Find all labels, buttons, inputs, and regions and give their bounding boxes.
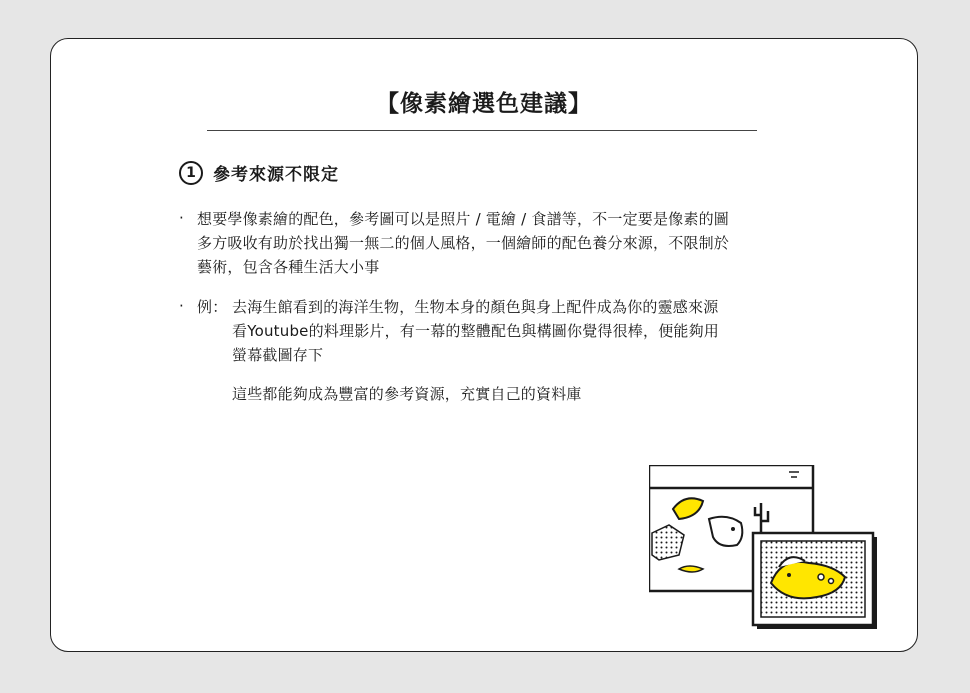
browser-window-and-photo-frame-illustration bbox=[649, 465, 879, 629]
content-card bbox=[50, 38, 918, 652]
section-title: 參考來源不限定 bbox=[213, 165, 339, 185]
point1-line-1: 想要學像素繪的配色，參考圖可以是照片 / 電繪 / 食譜等，不一定要是像素的圖 bbox=[197, 210, 729, 228]
section-number-badge: 1 bbox=[179, 161, 203, 185]
example-summary: 這些都能夠成為豐富的參考資源，充實自己的資料庫 bbox=[232, 385, 582, 403]
example-line-1: 去海生館看到的海洋生物，生物本身的顏色與身上配件成為你的靈感來源 bbox=[232, 298, 719, 316]
bullet-2: · bbox=[179, 297, 184, 315]
point1-line-2: 多方吸收有助於找出獨一無二的個人風格，一個繪師的配色養分來源，不限制於 bbox=[197, 234, 730, 252]
example-line-2: 看Youtube的料理影片，有一幕的整體配色與構圖你覺得很棒，便能夠用 bbox=[232, 322, 719, 340]
photo-frame-icon bbox=[753, 533, 877, 629]
page-title: 【像素繪選色建議】 bbox=[376, 91, 592, 117]
example-line-3: 螢幕截圖存下 bbox=[232, 346, 324, 364]
point1-line-3: 藝術，包含各種生活大小事 bbox=[197, 258, 380, 276]
bullet-1: · bbox=[179, 209, 184, 227]
title-divider bbox=[207, 130, 757, 131]
example-label: 例： bbox=[197, 298, 228, 316]
section-heading bbox=[179, 160, 339, 185]
